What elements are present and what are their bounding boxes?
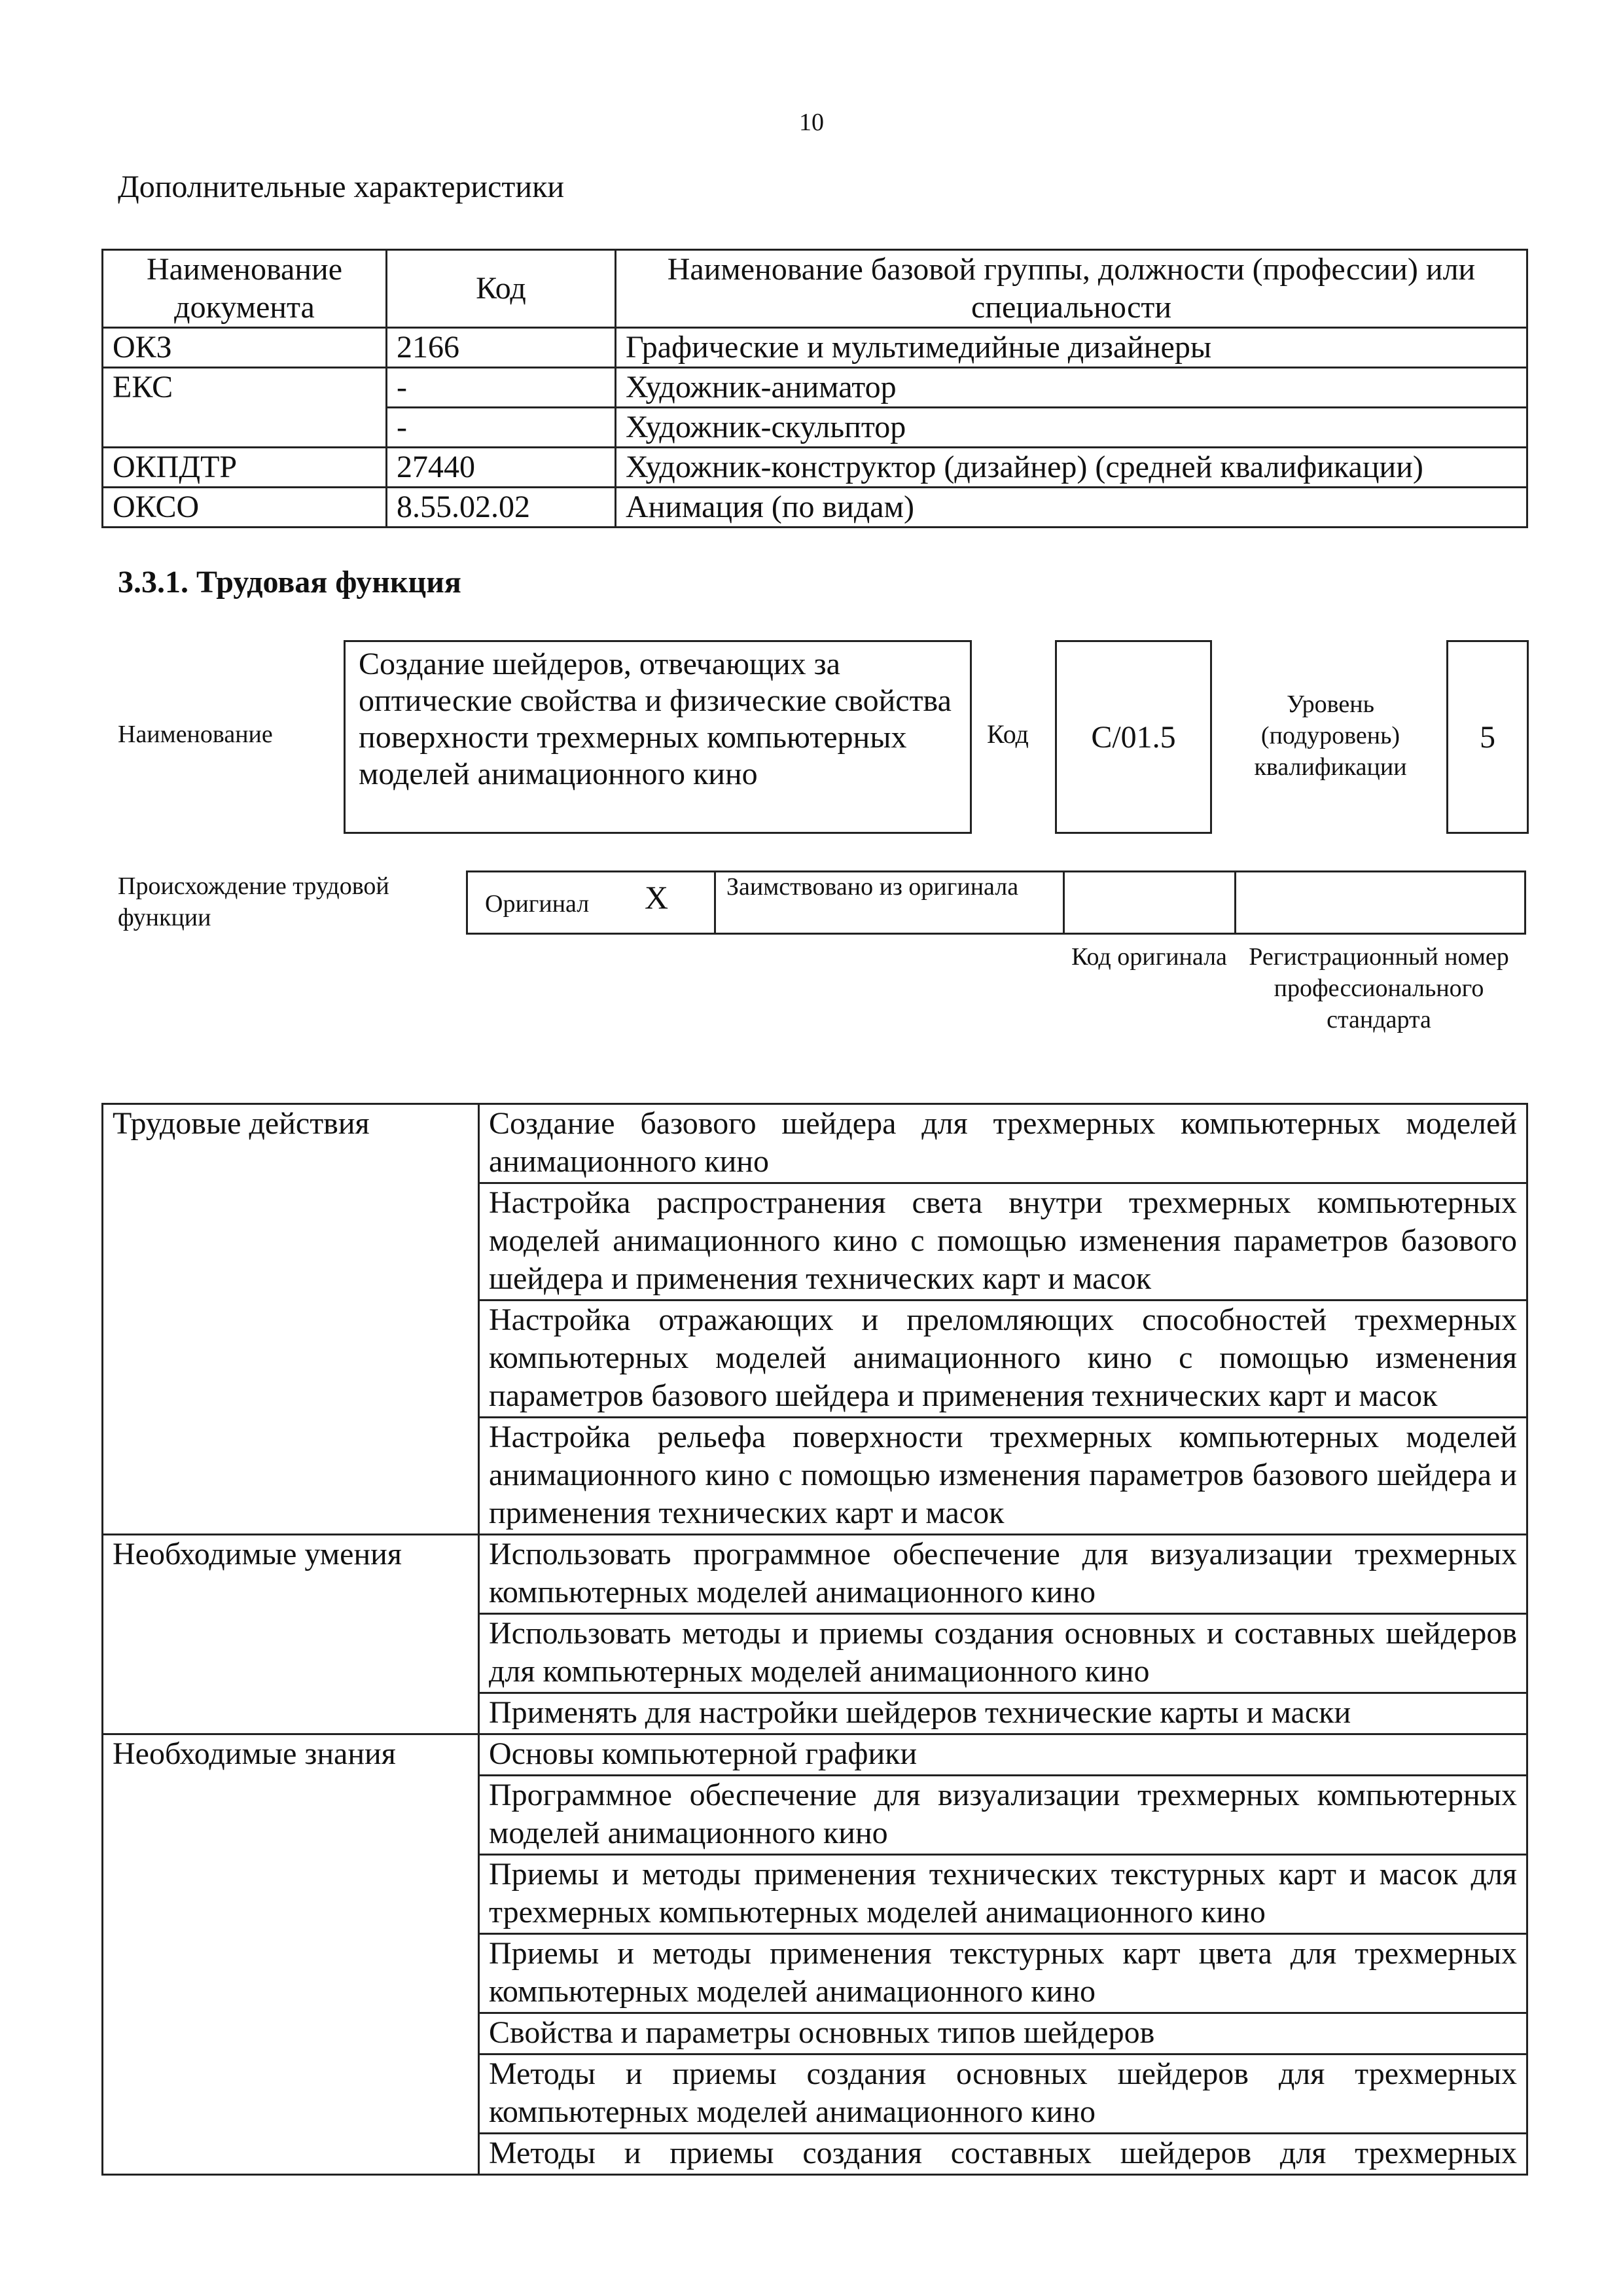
- labor-function-code: C/01.5: [1055, 640, 1212, 834]
- origin-label: Происхождение трудовой функции: [118, 872, 389, 931]
- row-doc: ОКЗ: [103, 328, 387, 368]
- row-doc: ЕКС: [103, 368, 387, 448]
- reg-number-caption: Регистрационный номер профессионального стандарта: [1249, 943, 1509, 1033]
- borrowed-label: Заимствовано из оригинала: [726, 873, 1019, 901]
- borrowed-cell: [716, 872, 1065, 933]
- original-cell: [468, 872, 716, 933]
- row-code: 2166: [387, 328, 616, 368]
- item-cell: Методы и приемы создания основных шейдеров для трехмерных компьютерных моделей анимационного кино: [479, 2054, 1527, 2134]
- item-cell: Создание базового шейдера для трехмерных компьютерных моделей анимационного кино: [479, 1104, 1527, 1183]
- table-row: [103, 1734, 1527, 1776]
- item-cell: Настройка рельефа поверхности трехмерных компьютерных моделей анимационного кино с помощью изменения параметров базового шейдера и применения технических карт и масок: [479, 1418, 1527, 1535]
- page-number: 10: [799, 109, 824, 136]
- item-cell: Основы компьютерной графики: [479, 1734, 1527, 1776]
- name-label: Наименование: [118, 721, 273, 748]
- item-cell: Применять для настройки шейдеров технические карты и маски: [479, 1693, 1527, 1734]
- table-row: [103, 368, 1527, 408]
- table-row: [103, 1104, 1527, 1183]
- row-name: Художник-аниматор: [616, 368, 1527, 408]
- reg-number-cell: [1236, 872, 1524, 933]
- item-cell: Свойства и параметры основных типов шейдеров: [479, 2013, 1527, 2054]
- row-name: Художник-скульптор: [616, 408, 1527, 448]
- item-cell: Программное обеспечение для визуализации трехмерных компьютерных моделей анимационного кино: [479, 1776, 1527, 1855]
- group-cell: Трудовые действия: [103, 1104, 479, 1535]
- item-cell: Методы и приемы создания составных шейдеров для трехмерных: [479, 2134, 1527, 2175]
- table-row: [103, 448, 1527, 488]
- original-label: Оригинал: [485, 890, 590, 918]
- row-code: -: [387, 368, 616, 408]
- row-name: Анимация (по видам): [616, 488, 1527, 528]
- table-row: [103, 328, 1527, 368]
- origin-row: [466, 870, 1526, 935]
- group-cell: Необходимые знания: [103, 1734, 479, 2175]
- header-code: Код: [387, 250, 616, 328]
- characteristics-table: [101, 249, 1528, 528]
- group-cell: Необходимые умения: [103, 1535, 479, 1734]
- table-row: [103, 488, 1527, 528]
- table-header-row: [103, 250, 1527, 328]
- original-code-caption: Код оригинала: [1071, 943, 1227, 971]
- header-base-group: Наименование базовой группы, должности (профессии) или специальности: [616, 250, 1527, 328]
- qualification-level-label: Уровень (подуровень) квалификации: [1254, 691, 1407, 781]
- header-document: Наименование документа: [103, 250, 387, 328]
- original-code-cell: [1065, 872, 1236, 933]
- item-cell: Использовать методы и приемы создания основных и составных шейдеров для компьютерных моделей анимационного кино: [479, 1614, 1527, 1693]
- qualification-level-value: 5: [1446, 640, 1529, 834]
- labor-function-heading: 3.3.1. Трудовая функция: [118, 565, 461, 600]
- item-cell: Использовать программное обеспечение для визуализации трехмерных компьютерных моделей анимационного кино: [479, 1535, 1527, 1614]
- item-cell: Приемы и методы применения технических текстурных карт и масок для трехмерных компьютерных моделей анимационного кино: [479, 1855, 1527, 1934]
- row-code: 27440: [387, 448, 616, 488]
- item-cell: Настройка отражающих и преломляющих способностей трехмерных компьютерных моделей анимационного кино с помощью изменения параметров базового шейдера и применения технических карт и масок: [479, 1300, 1527, 1418]
- item-cell: Приемы и методы применения текстурных карт цвета для трехмерных компьютерных моделей анимационного кино: [479, 1934, 1527, 2013]
- row-name: Художник-конструктор (дизайнер) (средней квалификации): [616, 448, 1527, 488]
- code-label: Код: [987, 719, 1029, 749]
- row-code: 8.55.02.02: [387, 488, 616, 528]
- row-name: Графические и мультимедийные дизайнеры: [616, 328, 1527, 368]
- labor-function-name: Создание шейдеров, отвечающих за оптические свойства и физические свойства поверхности трехмерных компьютерных моделей анимационного кино: [344, 640, 972, 834]
- original-mark: X: [645, 879, 669, 916]
- row-doc: ОКПДТР: [103, 448, 387, 488]
- work-table: [101, 1103, 1528, 2176]
- table-row: [103, 1535, 1527, 1614]
- item-cell: Настройка распространения света внутри трехмерных компьютерных моделей анимационного кино с помощью изменения параметров базового шейдера и применения технических карт и масок: [479, 1183, 1527, 1300]
- section-title: Дополнительные характеристики: [118, 170, 565, 204]
- row-code: -: [387, 408, 616, 448]
- row-doc: ОКСО: [103, 488, 387, 528]
